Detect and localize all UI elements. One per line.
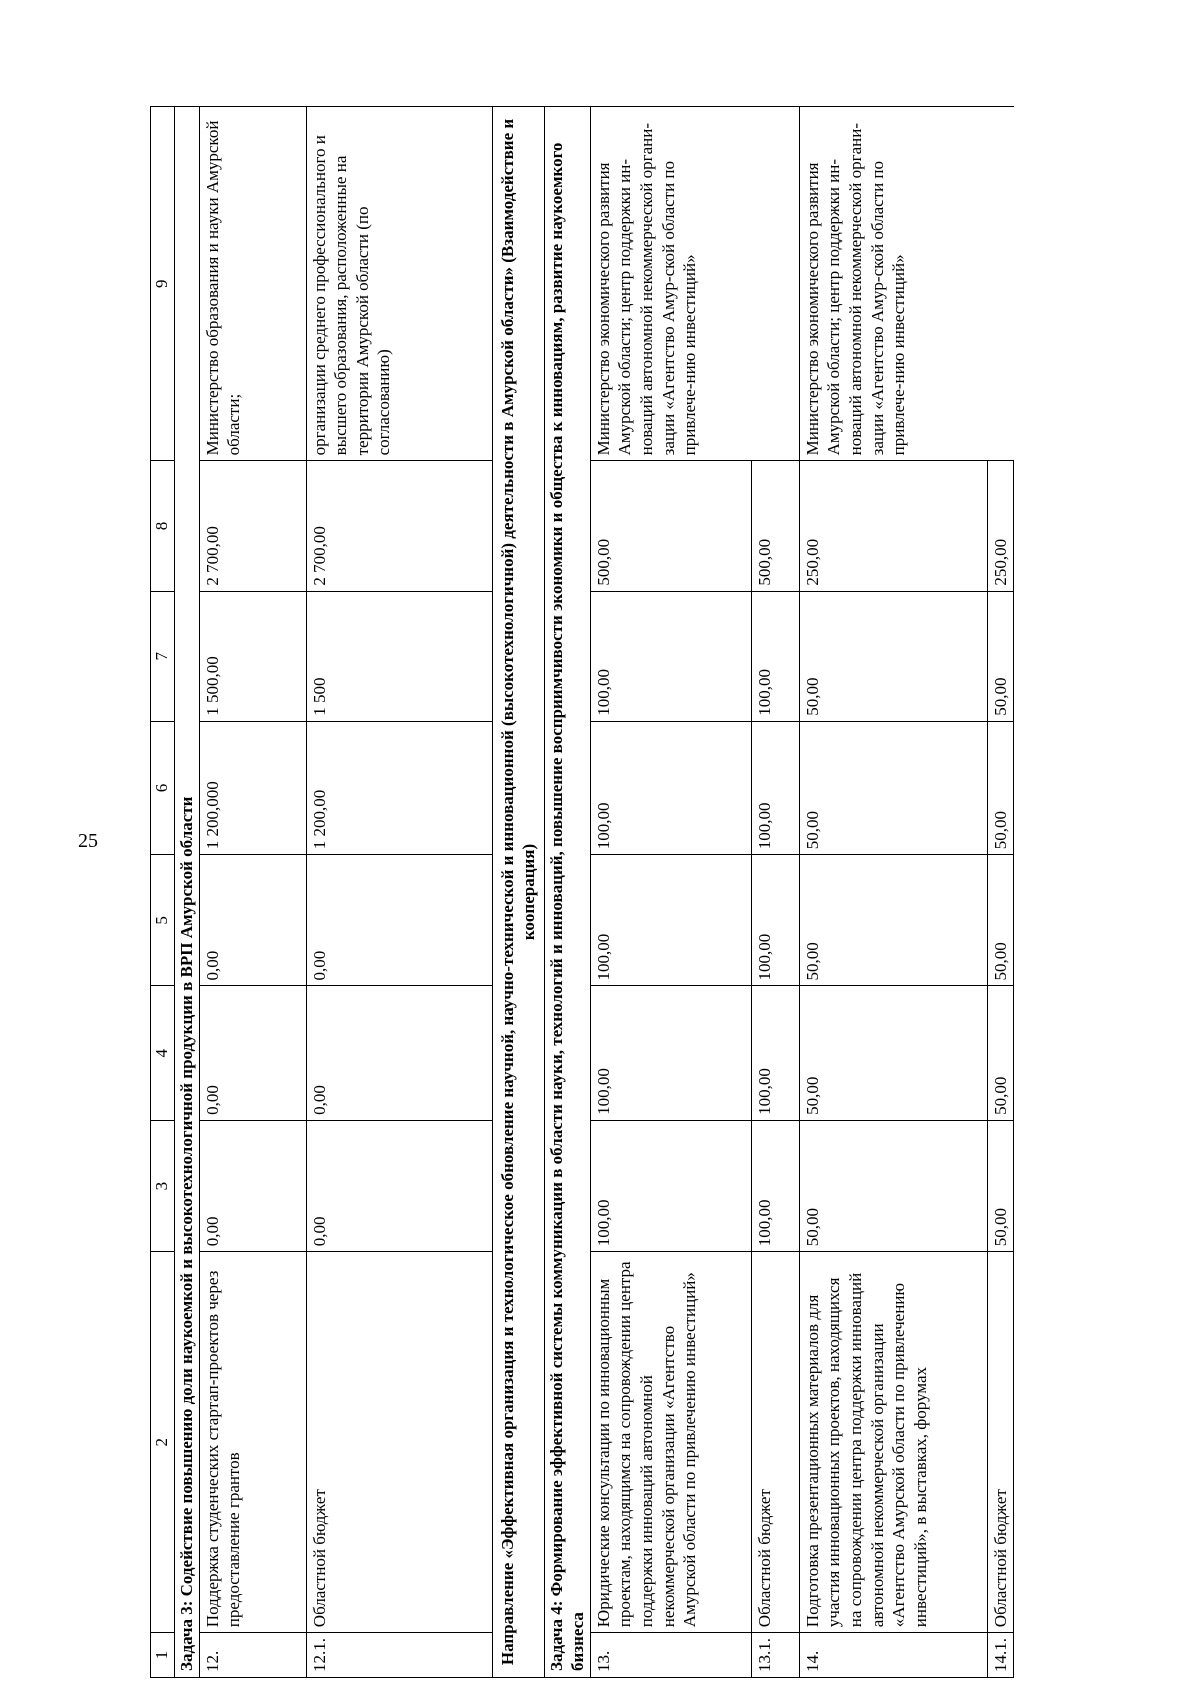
header-cell: 7	[151, 591, 175, 721]
value-cell: 0,00	[306, 855, 492, 986]
budget-table	[150, 106, 1014, 1678]
row-number: 14.	[799, 1633, 987, 1678]
value-cell: 100,00	[590, 1120, 751, 1251]
value-cell: 500,00	[751, 461, 799, 591]
value-cell: 100,00	[751, 1120, 799, 1251]
value-cell: 50,00	[987, 986, 1014, 1120]
header-cell: 3	[151, 1120, 175, 1251]
measure-name: Областной бюджет	[751, 1252, 799, 1633]
task-row	[175, 107, 200, 1678]
header-cell: 5	[151, 855, 175, 986]
measure-name: Подготовка презентационных материалов для участия инновационных проектов, находящихся на сопровождении центра поддержки инноваций автономной некоммерческой организации «Агентство Амурской области по привлечению инвестиций», в выставках, форумах	[799, 1252, 987, 1633]
value-cell: 100,00	[590, 986, 751, 1120]
executor-cell: Министерство образования и науки Амурской области;	[199, 107, 306, 461]
value-cell: 50,00	[799, 855, 987, 986]
value-cell: 0,00	[306, 1120, 492, 1251]
row-number: 13.1.	[751, 1633, 799, 1678]
value-cell: 50,00	[987, 855, 1014, 986]
value-cell: 0,00	[199, 986, 306, 1120]
value-cell: 50,00	[799, 986, 987, 1120]
value-cell: 100,00	[751, 721, 799, 854]
value-cell: 50,00	[799, 1120, 987, 1251]
value-cell: 1 500,00	[199, 591, 306, 721]
header-cell: 2	[151, 1252, 175, 1633]
executor-cell: Министерство экономического развития Амурской области; центр поддержки ин-новаций автономной некоммерческой органи-зации «Агентство Амур-ской области по привлече-нию инвестиций»	[590, 107, 799, 461]
page-number: 25	[78, 830, 98, 852]
task-row	[544, 107, 590, 1678]
table-row	[590, 107, 751, 1678]
measure-name: Юридические консультации по инновационным проектам, находящимся на сопровождении центра поддержки инноваций автономной некоммерческой организации «Агентство Амурской области по привлечению инвестиций»	[590, 1252, 751, 1633]
measure-name: Областной бюджет	[306, 1252, 492, 1633]
executor-cell: организации среднего профессионального и высшего образования, расположенные на территории Амурской области (по согласованию)	[306, 107, 492, 461]
value-cell: 50,00	[987, 591, 1014, 721]
row-number: 12.1.	[306, 1633, 492, 1678]
value-cell: 1 200,000	[199, 721, 306, 854]
value-cell: 100,00	[751, 986, 799, 1120]
value-cell: 0,00	[199, 855, 306, 986]
value-cell: 100,00	[751, 591, 799, 721]
executor-cell: Министерство экономического развития Амурской области; центр поддержки ин-новаций автономной некоммерческой органи-зации «Агентство Амур-ской области по привлече-нию инвестиций»	[799, 107, 1014, 461]
direction-heading: Направление «Эффективная организация и технологическое обновление научной, научно-технической и инновационной (высокотехнологичной) деятельности в Амурской области» (Взаимодействие и кооперация)	[492, 107, 544, 1678]
value-cell: 2 700,00	[199, 461, 306, 591]
value-cell: 100,00	[751, 855, 799, 986]
value-cell: 100,00	[590, 855, 751, 986]
value-cell: 2 700,00	[306, 461, 492, 591]
header-row	[151, 107, 175, 1678]
value-cell: 500,00	[590, 461, 751, 591]
rotated-table-page	[150, 106, 1010, 1678]
header-cell: 8	[151, 461, 175, 591]
table-row	[199, 107, 306, 1678]
value-cell: 0,00	[199, 1120, 306, 1251]
header-cell: 1	[151, 1633, 175, 1678]
measure-name: Поддержка студенческих стартап-проектов через предоставление грантов	[199, 1252, 306, 1633]
value-cell: 0,00	[306, 986, 492, 1120]
table-row	[799, 107, 987, 1678]
value-cell: 250,00	[987, 461, 1014, 591]
value-cell: 50,00	[987, 721, 1014, 854]
value-cell: 50,00	[987, 1120, 1014, 1251]
row-number: 13.	[590, 1633, 751, 1678]
value-cell: 1 500	[306, 591, 492, 721]
measure-name: Областной бюджет	[987, 1252, 1014, 1633]
value-cell: 50,00	[799, 721, 987, 854]
row-number: 14.1.	[987, 1633, 1014, 1678]
direction-row	[492, 107, 544, 1678]
header-cell: 4	[151, 986, 175, 1120]
task-4-heading: Задача 4: Формирование эффективной системы коммуникации в области науки, технологий и инноваций, повышение восприимчивости экономики и общества к инновациям, развитие наукоемкого бизнеса	[544, 107, 590, 1678]
value-cell: 1 200,00	[306, 721, 492, 854]
value-cell: 100,00	[590, 591, 751, 721]
row-number: 12.	[199, 1633, 306, 1678]
value-cell: 250,00	[799, 461, 987, 591]
task-3-heading: Задача 3: Содействие повышению доли наукоемкой и высокотехнологичной продукции в ВРП Амурской области	[175, 107, 200, 1678]
value-cell: 50,00	[799, 591, 987, 721]
header-cell: 6	[151, 721, 175, 854]
table-row	[306, 107, 492, 1678]
value-cell: 100,00	[590, 721, 751, 854]
header-cell: 9	[151, 107, 175, 461]
